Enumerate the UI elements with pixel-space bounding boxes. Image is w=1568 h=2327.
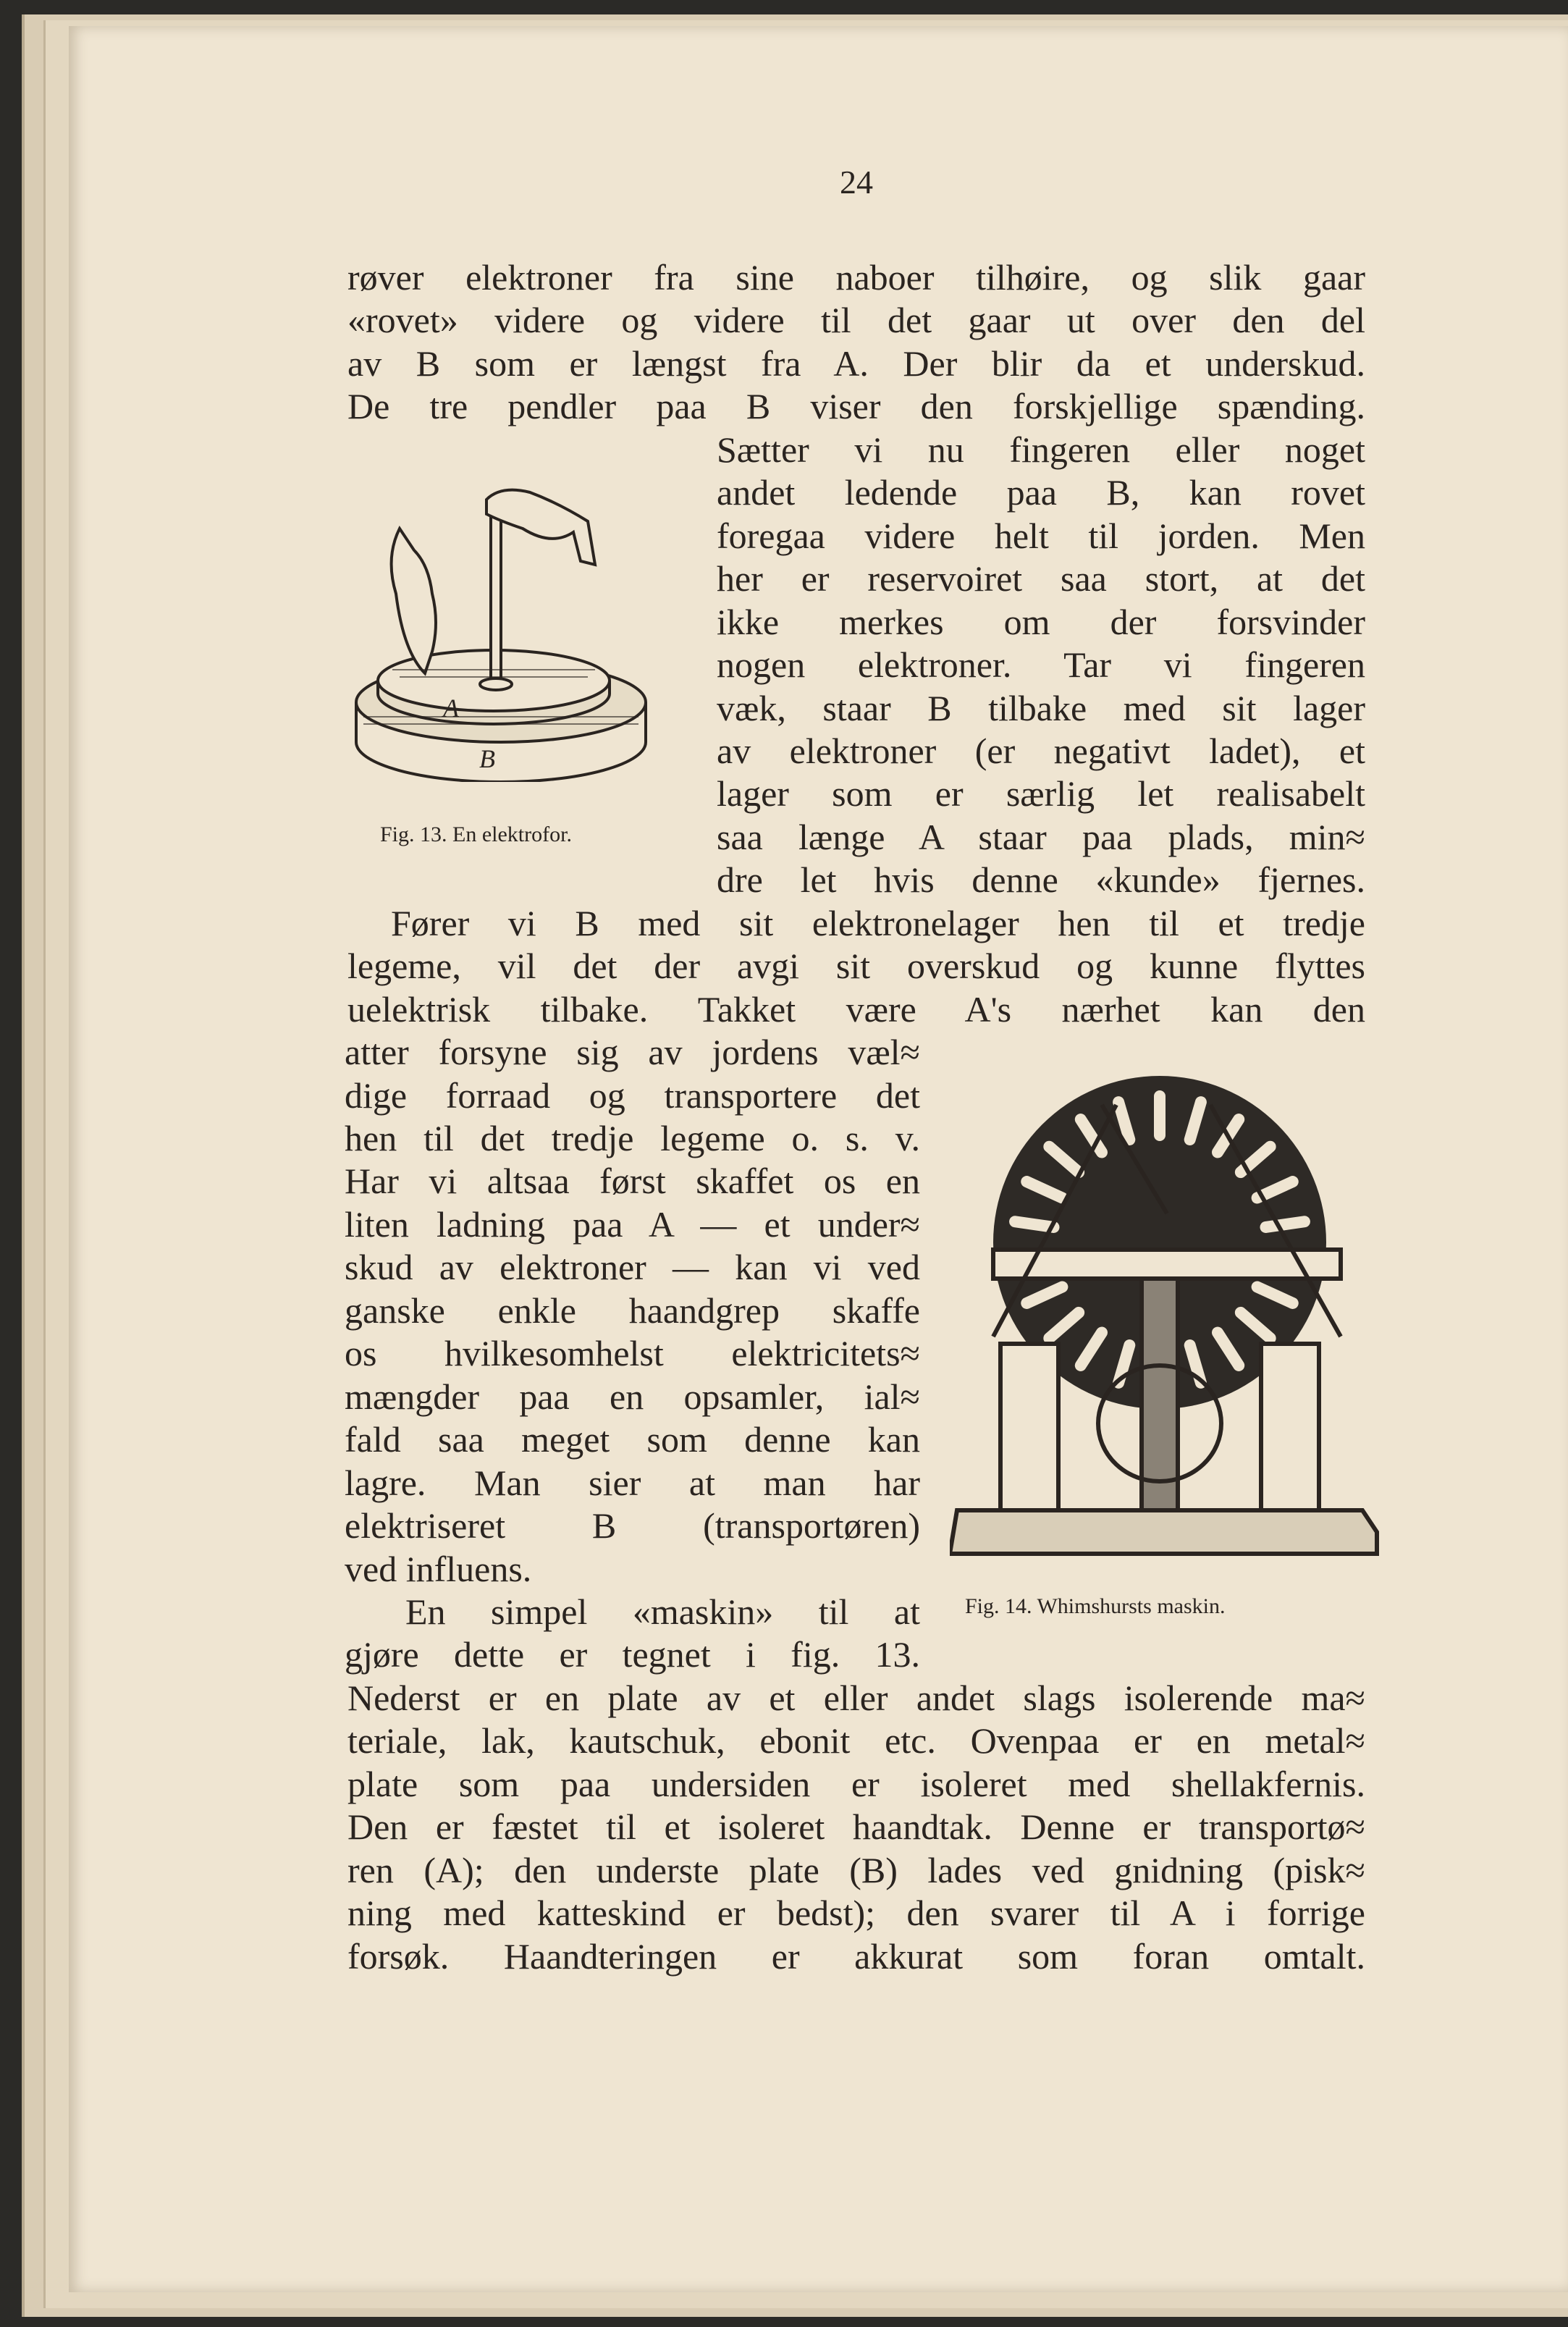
- text-line: elektriseret B (transportøren): [345, 1505, 920, 1547]
- text-line: forsøk. Haandteringen er akkurat som foran omtalt.: [347, 1935, 1365, 1977]
- text-line: saa længe A staar paa plads, min≈: [717, 816, 1365, 857]
- disc-sector: [1154, 1090, 1166, 1141]
- text-line: ved influens.: [345, 1548, 532, 1589]
- text-line: «rovet» videre og videre til det gaar ut over den del: [347, 300, 1365, 341]
- text-line: foregaa videre helt til jorden. Men: [717, 515, 1365, 556]
- text-line: mængder paa en opsamler, ial≈: [345, 1376, 920, 1417]
- figure-13-caption: Fig. 13. En elektrofor.: [380, 822, 572, 846]
- text-line: En simpel «maskin» til at: [405, 1591, 920, 1632]
- text-line: lagre. Man sier at man har: [345, 1462, 920, 1503]
- text-line: uelektrisk tilbake. Takket være A's nærhet kan den: [347, 988, 1365, 1030]
- text-line: plate som paa undersiden er isoleret med shellakfernis.: [347, 1763, 1365, 1804]
- text-line: Den er fæstet til et isoleret haandtak. Denne er transportø≈: [347, 1806, 1365, 1848]
- text-line: Har vi altsaa først skaffet os en: [345, 1161, 920, 1202]
- text-line: ren (A); den underste plate (B) lades ved gnidning (pisk≈: [347, 1849, 1365, 1890]
- text-line: De tre pendler paa B viser den forskjellige spænding.: [347, 386, 1365, 427]
- figure-13-electrophorus: [349, 463, 653, 782]
- text-line: skud av elektroner — kan vi ved: [345, 1247, 920, 1288]
- text-line: teriale, lak, kautschuk, ebonit etc. Ovenpaa er en metal≈: [347, 1720, 1365, 1762]
- label-a: A: [443, 694, 459, 723]
- text-line: her er reservoiret saa stort, at det: [717, 558, 1365, 599]
- text-line: legeme, vil det der avgi sit overskud og kunne flyttes: [347, 946, 1365, 987]
- text-line: liten ladning paa A — et under≈: [345, 1203, 920, 1245]
- figure-14-wimshurst-machine: [950, 1076, 1391, 1568]
- text-line: Sætter vi nu fingeren eller noget: [717, 429, 1365, 470]
- text-line: lager som er særlig let realisabelt: [717, 773, 1365, 815]
- page-number: 24: [840, 164, 873, 201]
- text-line: Nederst er en plate av et eller andet slags isolerende ma≈: [347, 1677, 1365, 1718]
- text-line: nogen elektroner. Tar vi fingeren: [717, 644, 1365, 686]
- text-line: væk, staar B tilbake med sit lager: [717, 687, 1365, 728]
- text-line: hen til det tredje legeme o. s. v.: [345, 1118, 920, 1158]
- text-line: av B som er længst fra A. Der blir da et underskud.: [347, 342, 1365, 384]
- text-line: andet ledende paa B, kan rovet: [717, 472, 1365, 513]
- text-line: os hvilkesomhelst elektricitets≈: [345, 1333, 920, 1374]
- text-line: ning med katteskind er bedst); den svarer til A i forrige: [347, 1893, 1365, 1934]
- text-line: gjøre dette er tegnet i fig. 13.: [345, 1634, 920, 1675]
- figure-14-caption: Fig. 14. Whimshursts maskin.: [965, 1594, 1226, 1618]
- text-line: Fører vi B med sit elektronelager hen til et tredje: [391, 902, 1365, 943]
- text-line: røver elektroner fra sine naboer tilhøire, og slik gaar: [347, 257, 1365, 298]
- text-line: ganske enkle haandgrep skaffe: [345, 1289, 920, 1331]
- text-line: fald saa meget som denne kan: [345, 1419, 920, 1460]
- text-line: ikke merkes om der forsvinder: [717, 601, 1365, 642]
- text-line: dige forraad og transportere det: [345, 1074, 920, 1116]
- text-line: dre let hvis denne «kunde» fjernes.: [717, 859, 1365, 901]
- label-b: B: [479, 744, 495, 773]
- text-line: atter forsyne sig av jordens væl≈: [345, 1032, 920, 1073]
- text-line: av elektroner (er negativt ladet), et: [717, 730, 1365, 771]
